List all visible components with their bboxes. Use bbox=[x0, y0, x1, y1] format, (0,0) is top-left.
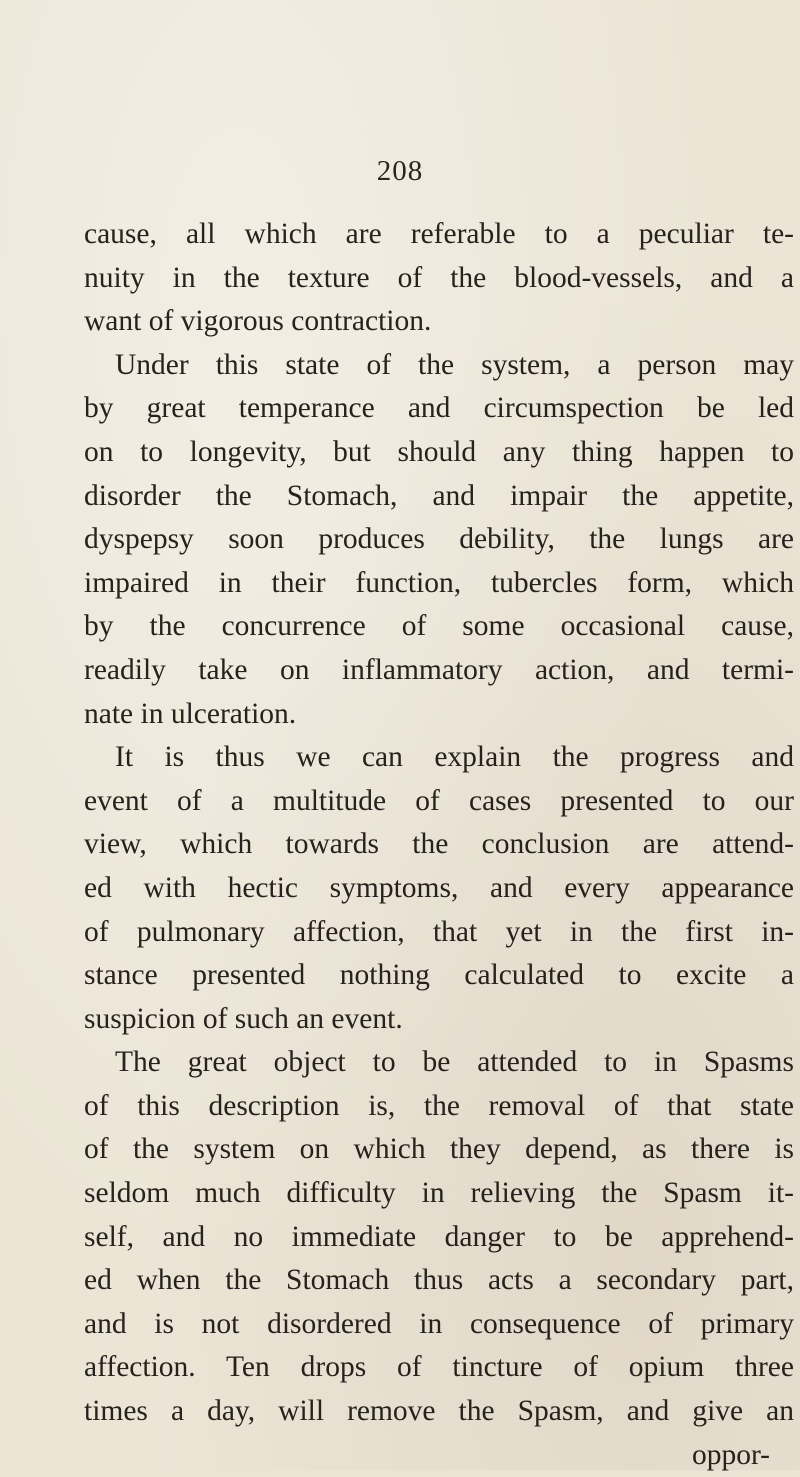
text-line: ed when the Stomach thus acts a secondary part, bbox=[84, 1264, 794, 1297]
text-line: The great object to be attended to in Spasms bbox=[115, 1046, 794, 1079]
text-line: of this description is, the removal of that state bbox=[84, 1089, 794, 1122]
text-line: ed with hectic symptoms, and every appearance bbox=[84, 871, 794, 904]
text-line: by the concurrence of some occasional cause, bbox=[84, 610, 794, 643]
text-line: disorder the Stomach, and impair the appetite, bbox=[84, 479, 794, 512]
text-line: stance presented nothing calculated to excite a bbox=[84, 959, 794, 992]
text-line: times a day, will remove the Spasm, and give an bbox=[84, 1395, 794, 1428]
text-line: nuity in the texture of the blood-vessels, and a bbox=[84, 261, 794, 294]
text-line: seldom much difficulty in relieving the Spasm it- bbox=[84, 1177, 794, 1210]
text-line: view, which towards the conclusion are attend- bbox=[84, 828, 794, 861]
text-line: nate in ulceration. bbox=[84, 697, 297, 730]
text-line: impaired in their function, tubercles form, which bbox=[84, 566, 794, 599]
page-number: 208 bbox=[376, 155, 424, 187]
text-line: oppor- bbox=[691, 1438, 770, 1471]
text-line: and is not disordered in consequence of primary bbox=[84, 1307, 794, 1340]
text-line: want of vigorous contraction. bbox=[84, 305, 432, 338]
text-line: It is thus we can explain the progress and bbox=[115, 741, 794, 774]
text-line: suspicion of such an event. bbox=[84, 1002, 403, 1035]
body-text bbox=[84, 213, 794, 1477]
text-line: on to longevity, but should any thing happen to bbox=[84, 435, 794, 468]
text-line: Under this state of the system, a person may bbox=[115, 348, 794, 381]
text-line: dyspepsy soon produces debility, the lungs are bbox=[84, 523, 794, 556]
text-line: of the system on which they depend, as there is bbox=[84, 1133, 794, 1166]
text-line: event of a multitude of cases presented to our bbox=[84, 784, 794, 817]
text-line: by great temperance and circumspection be led bbox=[84, 392, 794, 425]
text-line: affection. Ten drops of tincture of opium three bbox=[84, 1351, 794, 1384]
text-line: self, and no immediate danger to be apprehend- bbox=[84, 1220, 794, 1253]
text-line: readily take on inflammatory action, and termi- bbox=[84, 653, 794, 686]
text-line: of pulmonary affection, that yet in the first in- bbox=[84, 915, 794, 948]
text-line: cause, all which are referable to a peculiar te- bbox=[84, 218, 794, 250]
